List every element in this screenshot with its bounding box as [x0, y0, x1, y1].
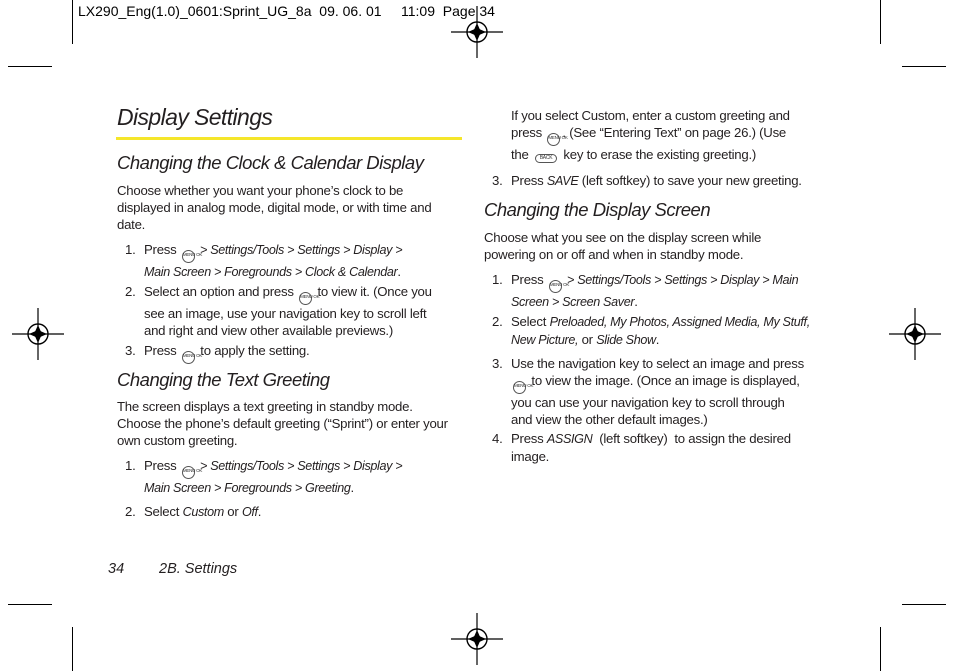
step-text: . [397, 264, 401, 279]
step-number: 1. [492, 272, 503, 287]
step-text: to view it. (Once you [314, 284, 432, 299]
step-text: Select [511, 314, 550, 329]
crop-mark [72, 627, 73, 671]
step-number: 2. [125, 284, 136, 299]
step-text: (left softkey) to assign the desired [592, 431, 791, 446]
softkey-name: SAVE [546, 174, 579, 188]
step-text: If you select Custom, enter a custom greeting and [511, 108, 790, 123]
step-text: and view the other default images.) [511, 412, 708, 427]
registration-mark-icon [451, 6, 503, 58]
menu-path: > Settings/Tools > Settings > Display > Main [563, 273, 799, 287]
step-text: you can use your navigation key to scroll through [511, 395, 785, 410]
step-text: Select an option and press [144, 284, 294, 299]
step-item [125, 283, 465, 337]
page-title: Display Settings [117, 104, 273, 130]
step-text: the [511, 147, 529, 162]
ok-key-icon: MENU OK [513, 381, 526, 394]
step-number: 2. [492, 314, 503, 329]
step-text: or [223, 504, 242, 519]
option-name: Off [241, 505, 258, 519]
step-number: 3. [492, 173, 503, 188]
step-number: 1. [125, 242, 136, 257]
registration-mark-icon [889, 308, 941, 360]
ok-key-icon: MENU OK [182, 250, 195, 263]
step-text: Press [511, 431, 547, 446]
menu-path: Main Screen > Foregrounds > Clock & Calendar [144, 265, 398, 279]
page-number: 34 [108, 561, 125, 577]
menu-path: > Settings/Tools > Settings > Display > [196, 243, 403, 257]
step-text: press [511, 125, 542, 140]
step-item [492, 271, 837, 307]
step-text: Press [144, 242, 177, 257]
step-text: . [350, 480, 354, 495]
back-key-icon: BACK [535, 154, 557, 163]
option-list: Preloaded, My Photos, Assigned Media, My Stuff, [549, 315, 810, 329]
menu-path: Screen > Screen Saver [511, 295, 635, 309]
step-item [492, 313, 837, 349]
ok-key-icon: MENU OK [182, 466, 195, 479]
step-text: Select [144, 504, 183, 519]
step-text: to view the image. (Once an image is displayed, [528, 373, 800, 388]
option-list: Slide Show [596, 333, 656, 347]
crop-mark [72, 0, 73, 44]
registration-mark-icon [451, 613, 503, 665]
step-item [125, 503, 465, 521]
step-text: Use the navigation key to select an image and press [511, 356, 804, 371]
step-text: to apply the setting. [196, 343, 310, 358]
step-continuation [511, 107, 831, 163]
step-item [125, 241, 465, 277]
section-intro-screen: Choose what you see on the display screen while powering on or off and when in standby mode. [484, 230, 762, 262]
section-heading-text: Changing the Text Greeting [117, 369, 330, 390]
option-list: New Picture, [511, 333, 579, 347]
step-text: or [578, 332, 597, 347]
step-text: and right and view other available previews.) [144, 323, 393, 338]
step-text: key to erase the existing greeting.) [560, 147, 757, 162]
step-item [125, 457, 465, 493]
step-item [492, 355, 837, 425]
step-text: Press [511, 272, 544, 287]
registration-mark-icon [12, 308, 64, 360]
step-text: Press [144, 458, 177, 473]
crop-mark [902, 604, 946, 605]
step-text: . (See “Entering Text” on page 26.) (Use [562, 125, 787, 140]
crop-mark [8, 66, 52, 67]
step-number: 1. [125, 458, 136, 473]
step-number: 4. [492, 431, 503, 446]
section-intro-clock: Choose whether you want your phone’s clock to be displayed in analog mode, digital mode, or with time and date. [117, 183, 432, 232]
step-text: Press [511, 173, 547, 188]
ok-key-icon: MENU OK [547, 133, 560, 146]
softkey-name: ASSIGN [546, 432, 593, 446]
step-text: . [655, 332, 660, 347]
step-item [492, 172, 832, 190]
crop-mark [880, 627, 881, 671]
crop-mark [880, 0, 881, 44]
crop-mark [8, 604, 52, 605]
menu-path: Main Screen > Foregrounds > Greeting [144, 481, 351, 495]
footer-section: 2B. Settings [159, 561, 238, 577]
step-item [492, 430, 837, 466]
option-name: Custom [182, 505, 224, 519]
step-item [125, 342, 465, 360]
ok-key-icon: MENU OK [299, 292, 312, 305]
print-slug: LX290_Eng(1.0)_0601:Sprint_UG_8a 09. 06. 01 11:09 Page 34 [78, 3, 495, 19]
step-text: see an image, use your navigation key to scroll left [144, 306, 427, 321]
step-number: 2. [125, 504, 136, 519]
ok-key-icon: MENU OK [549, 280, 562, 293]
step-text: Press [144, 343, 177, 358]
section-heading-screen: Changing the Display Screen [484, 199, 711, 220]
section-heading-clock: Changing the Clock & Calendar Display [117, 152, 424, 173]
step-text: (left softkey) to save your new greeting. [578, 173, 802, 188]
step-number: 3. [492, 356, 503, 371]
menu-path: > Settings/Tools > Settings > Display > [196, 459, 403, 473]
step-text: . [634, 294, 638, 309]
title-rule [116, 137, 462, 140]
ok-key-icon: MENU OK [182, 351, 195, 364]
crop-mark [902, 66, 946, 67]
step-number: 3. [125, 343, 136, 358]
section-intro-text: The screen displays a text greeting in standby mode. Choose the phone’s default greeting (“Sprint”) or enter your own custom greeting. [117, 399, 448, 448]
step-text: . [257, 504, 262, 519]
step-text: image. [511, 449, 550, 464]
